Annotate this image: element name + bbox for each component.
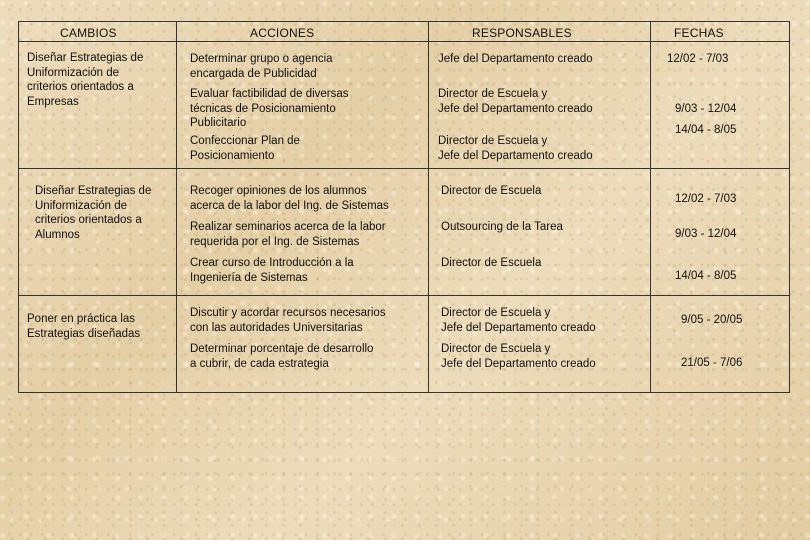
cambio-cell: Poner en práctica las Estrategias diseñadas <box>27 313 141 340</box>
responsable-cell: Director de Escuela y Jefe del Departamento creado <box>441 343 596 370</box>
header-bottom-border <box>18 41 790 42</box>
accion-cell: Confeccionar Plan de Posicionamiento <box>190 135 300 162</box>
table-right-border <box>789 21 790 393</box>
fecha-cell: 21/05 - 7/06 <box>681 357 743 369</box>
responsable-cell: Director de Escuela y Jefe del Departamento creado <box>438 135 593 162</box>
table-left-border <box>18 21 19 393</box>
fecha-cell: 14/04 - 8/05 <box>675 124 737 136</box>
fecha-cell: 14/04 - 8/05 <box>675 270 737 282</box>
fecha-cell: 12/02 - 7/03 <box>667 53 729 65</box>
accion-cell: Discutir y acordar recursos necesarios con las autoridades Universitarias <box>190 307 386 334</box>
accion-cell: Determinar porcentaje de desarrollo a cubrir, de cada estrategia <box>190 343 374 370</box>
header-cambios: CAMBIOS <box>60 26 117 40</box>
responsable-cell: Director de Escuela y Jefe del Departamento creado <box>438 88 593 115</box>
table-bottom-border <box>18 392 790 393</box>
cambio-cell: Diseñar Estrategias de Uniformización de criterios orientados a Empresas <box>27 52 144 108</box>
fecha-cell: 12/02 - 7/03 <box>675 193 737 205</box>
responsable-cell: Director de Escuela <box>441 257 542 269</box>
row2-bottom-border <box>18 295 790 296</box>
header-fechas: FECHAS <box>674 26 724 40</box>
header-acciones: ACCIONES <box>250 26 315 40</box>
row1-bottom-border <box>18 168 790 169</box>
cambio-cell: Diseñar Estrategias de Uniformización de criterios orientados a Alumnos <box>35 185 152 241</box>
accion-cell: Realizar seminarios acerca de la labor requerida por el Ing. de Sistemas <box>190 221 386 248</box>
responsable-cell: Director de Escuela y Jefe del Departamento creado <box>441 307 596 334</box>
accion-cell: Evaluar factibilidad de diversas técnicas de Posicionamiento Publicitario <box>190 88 349 129</box>
accion-cell: Recoger opiniones de los alumnos acerca de la labor del Ing. de Sistemas <box>190 185 389 212</box>
col-divider-2 <box>428 21 429 393</box>
col-divider-3 <box>650 21 651 393</box>
fecha-cell: 9/05 - 20/05 <box>681 314 743 326</box>
header-responsables: RESPONSABLES <box>472 26 572 40</box>
responsable-cell: Jefe del Departamento creado <box>438 53 593 65</box>
table-top-border <box>18 21 790 22</box>
fecha-cell: 9/03 - 12/04 <box>675 228 737 240</box>
responsable-cell: Outsourcing de la Tarea <box>441 221 563 233</box>
col-divider-1 <box>176 21 177 393</box>
accion-cell: Crear curso de Introducción a la Ingeniería de Sistemas <box>190 257 354 284</box>
accion-cell: Determinar grupo o agencia encargada de Publicidad <box>190 53 333 80</box>
responsable-cell: Director de Escuela <box>441 185 542 197</box>
fecha-cell: 9/03 - 12/04 <box>675 103 737 115</box>
